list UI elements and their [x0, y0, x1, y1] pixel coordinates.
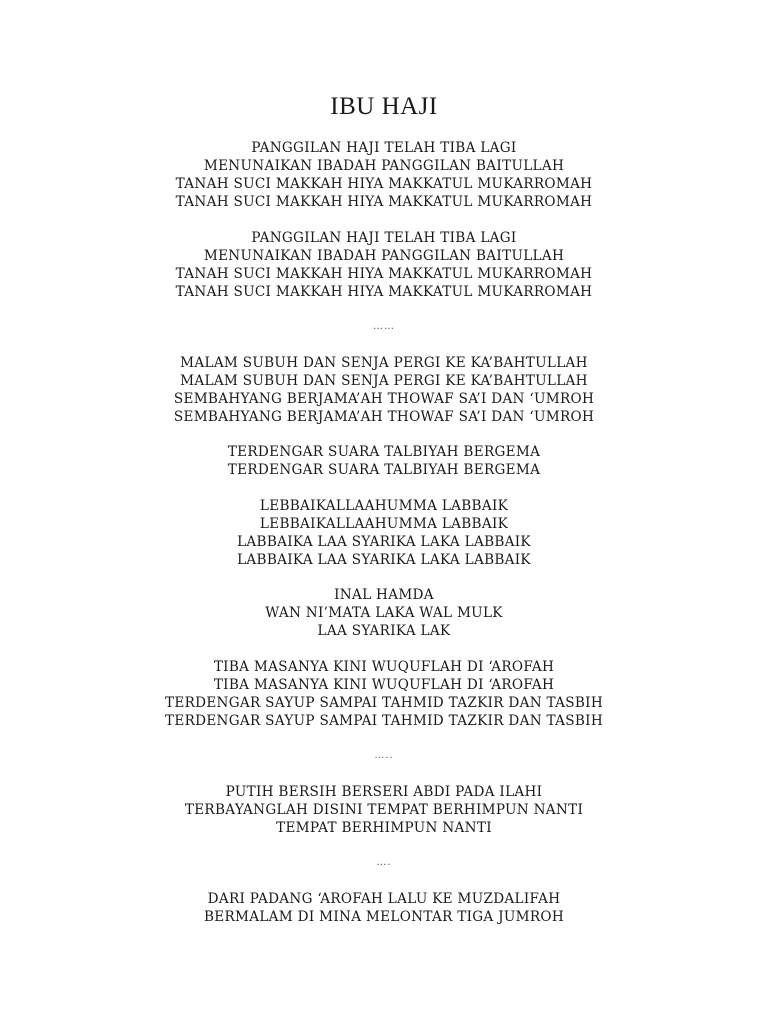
stanza-separator: …. [376, 857, 392, 868]
lyric-line: TIBA MASANYA KINI WUQUFLAH DI ‘AROFAH [213, 676, 555, 693]
lyric-line: TERDENGAR SUARA TALBIYAH BERGEMA [227, 444, 541, 460]
lyric-line: LAA SYARIKA LAK [317, 623, 451, 639]
lyric-line: TEMPAT BERHIMPUN NANTI [276, 819, 492, 836]
lyric-stanza [0, 586, 768, 640]
lyric-line: TERDENGAR SAYUP SAMPAI TAHMID TAZKIR DAN TASBIH [165, 694, 603, 711]
lyric-line: SEMBAHYANG BERJAMA’AH THOWAF SA’I DAN ‘UMROH [173, 408, 595, 425]
stanza-separator: ….. [374, 750, 394, 761]
lyric-line: MALAM SUBUH DAN SENJA PERGI KE KA’BAHTULLAH [180, 354, 588, 371]
lyric-line: TERDENGAR SUARA TALBIYAH BERGEMA [227, 462, 541, 478]
lyric-line: TIBA MASANYA KINI WUQUFLAH DI ‘AROFAH [213, 658, 555, 675]
lyric-line: TANAH SUCI MAKKAH HIYA MAKKATUL MUKARROMAH [175, 176, 593, 192]
lyric-stanza [0, 890, 768, 926]
lyric-line: TANAH SUCI MAKKAH HIYA MAKKATUL MUKARROMAH [175, 283, 593, 300]
lyric-stanza [0, 658, 768, 730]
lyric-stanza [0, 229, 768, 301]
lyric-stanza [0, 783, 768, 837]
lyric-line: TERDENGAR SAYUP SAMPAI TAHMID TAZKIR DAN TASBIH [165, 712, 603, 729]
lyric-line: PANGGILAN HAJI TELAH TIBA LAGI [251, 140, 517, 156]
lyric-line: LEBBAIKALLAAHUMMA LABBAIK [259, 497, 509, 514]
lyric-line: LABBAIKA LAA SYARIKA LAKA LABBAIK [237, 551, 531, 568]
lyrics-body [0, 139, 768, 943]
lyric-stanza [0, 497, 768, 569]
lyric-line: TERBAYANGLAH DISINI TEMPAT BERHIMPUN NANTI [184, 801, 584, 818]
stanza-separator: …… [373, 321, 395, 332]
lyric-line: TANAH SUCI MAKKAH HIYA MAKKATUL MUKARROMAH [175, 194, 593, 210]
lyric-stanza [0, 354, 768, 426]
lyric-stanza [0, 443, 768, 479]
lyric-line: MENUNAIKAN IBADAH PANGGILAN BAITULLAH [203, 247, 565, 264]
song-title: IBU HAJI [330, 93, 438, 120]
lyric-line: LABBAIKA LAA SYARIKA LAKA LABBAIK [237, 533, 531, 550]
lyric-line: MENUNAIKAN IBADAH PANGGILAN BAITULLAH [203, 158, 565, 174]
lyric-line: MALAM SUBUH DAN SENJA PERGI KE KA’BAHTULLAH [180, 372, 588, 389]
lyric-line: PUTIH BERSIH BERSERI ABDI PADA ILAHI [225, 783, 543, 800]
lyric-line: LEBBAIKALLAAHUMMA LABBAIK [259, 515, 509, 532]
lyric-line: TANAH SUCI MAKKAH HIYA MAKKATUL MUKARROMAH [175, 265, 593, 282]
lyric-line: BERMALAM DI MINA MELONTAR TIGA JUMROH [203, 908, 565, 925]
lyric-line: PANGGILAN HAJI TELAH TIBA LAGI [251, 229, 517, 246]
lyric-line: DARI PADANG ‘AROFAH LALU KE MUZDALIFAH [207, 890, 561, 907]
lyric-stanza [0, 139, 768, 211]
lyric-line: WAN NI’MATA LAKA WAL MULK [265, 605, 503, 621]
lyric-line: SEMBAHYANG BERJAMA’AH THOWAF SA’I DAN ‘UMROH [173, 390, 595, 407]
lyric-line: INAL HAMDA [334, 587, 434, 603]
